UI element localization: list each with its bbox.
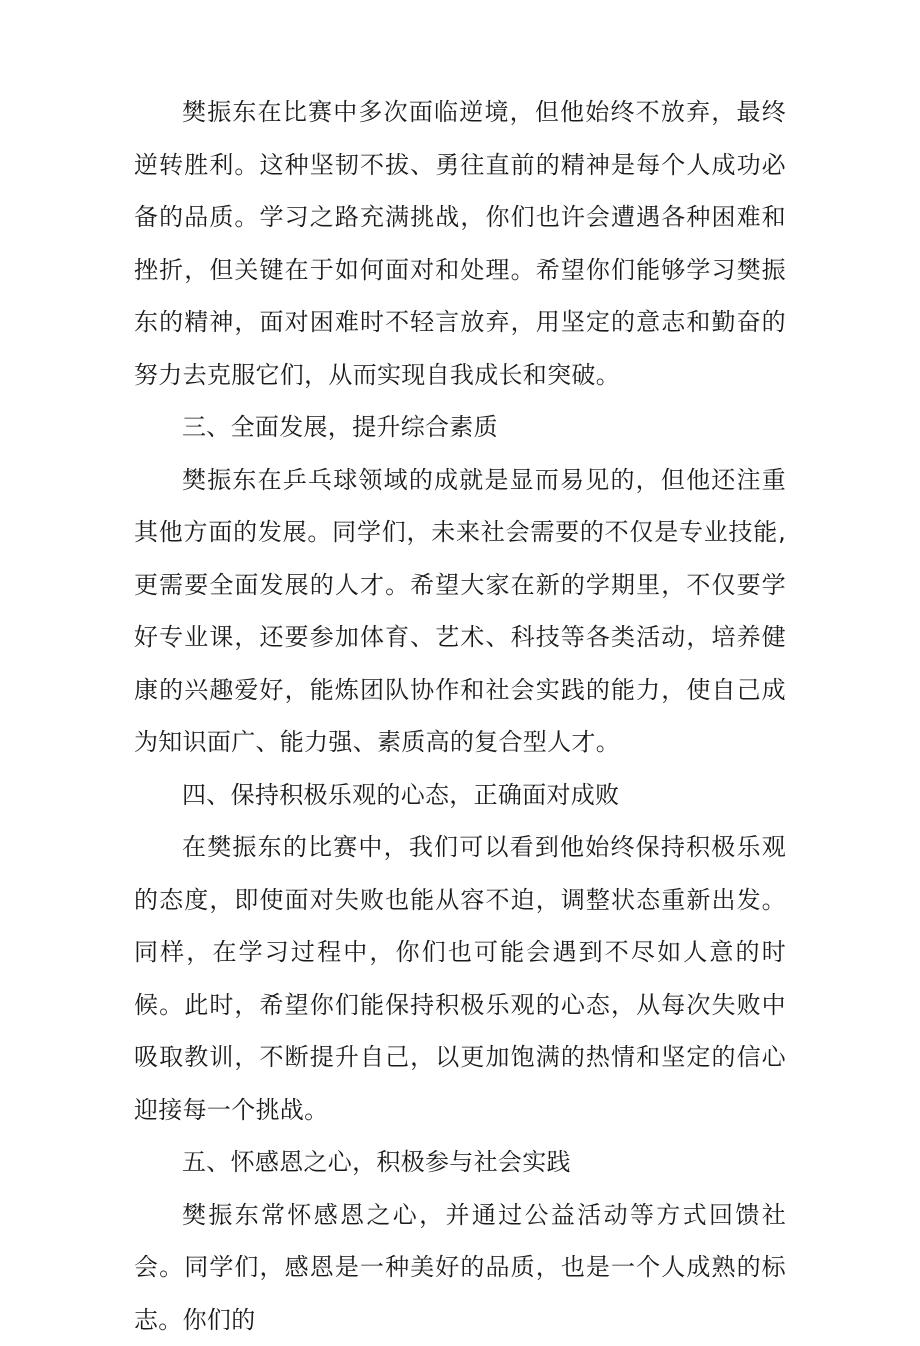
section-heading-4: 四、保持积极乐观的心态，正确面对成败 [134, 769, 786, 822]
paragraph-all-round-development: 樊振东在乒乓球领域的成就是显而易见的，但他还注重其他方面的发展。同学们，未来社会需要的不仅是专业技能,更需要全面发展的人才。希望大家在新的学期里，不仅要学好专业课，还要参加体育、艺术、科技等各类活动，培养健康的兴趣爱好，能炼团队协作和社会实践的能力，使自己成为知识面广、能力强、素质高的复合型人才。 [134, 454, 786, 769]
section-heading-5: 五、怀感恩之心，积极参与社会实践 [134, 1136, 786, 1189]
paragraph-perseverance: 樊振东在比赛中多次面临逆境，但他始终不放弃，最终逆转胜利。这种坚韧不拔、勇往直前的精神是每个人成功必备的品质。学习之路充满挑战，你们也许会遭遇各种困难和挫折，但关键在于如何面对和处理。希望你们能够学习樊振东的精神，面对困难时不轻言放弃，用坚定的意志和勤奋的努力去克服它们，从而实现自我成长和突破。 [134, 86, 786, 401]
document-body [134, 86, 786, 1346]
paragraph-gratitude: 樊振东常怀感恩之心，并通过公益活动等方式回馈社会。同学们，感恩是一种美好的品质，也是一个人成熟的标志。你们的 [134, 1189, 786, 1346]
paragraph-positive-attitude: 在樊振东的比赛中，我们可以看到他始终保持积极乐观的态度，即使面对失败也能从容不迫，调整状态重新出发。同样，在学习过程中，你们也可能会遇到不尽如人意的时候。此时，希望你们能保持积极乐观的心态，从每次失败中吸取教训，不断提升自己，以更加饱满的热情和坚定的信心迎接每一个挑战。 [134, 821, 786, 1136]
section-heading-3: 三、全面发展，提升综合素质 [134, 401, 786, 454]
